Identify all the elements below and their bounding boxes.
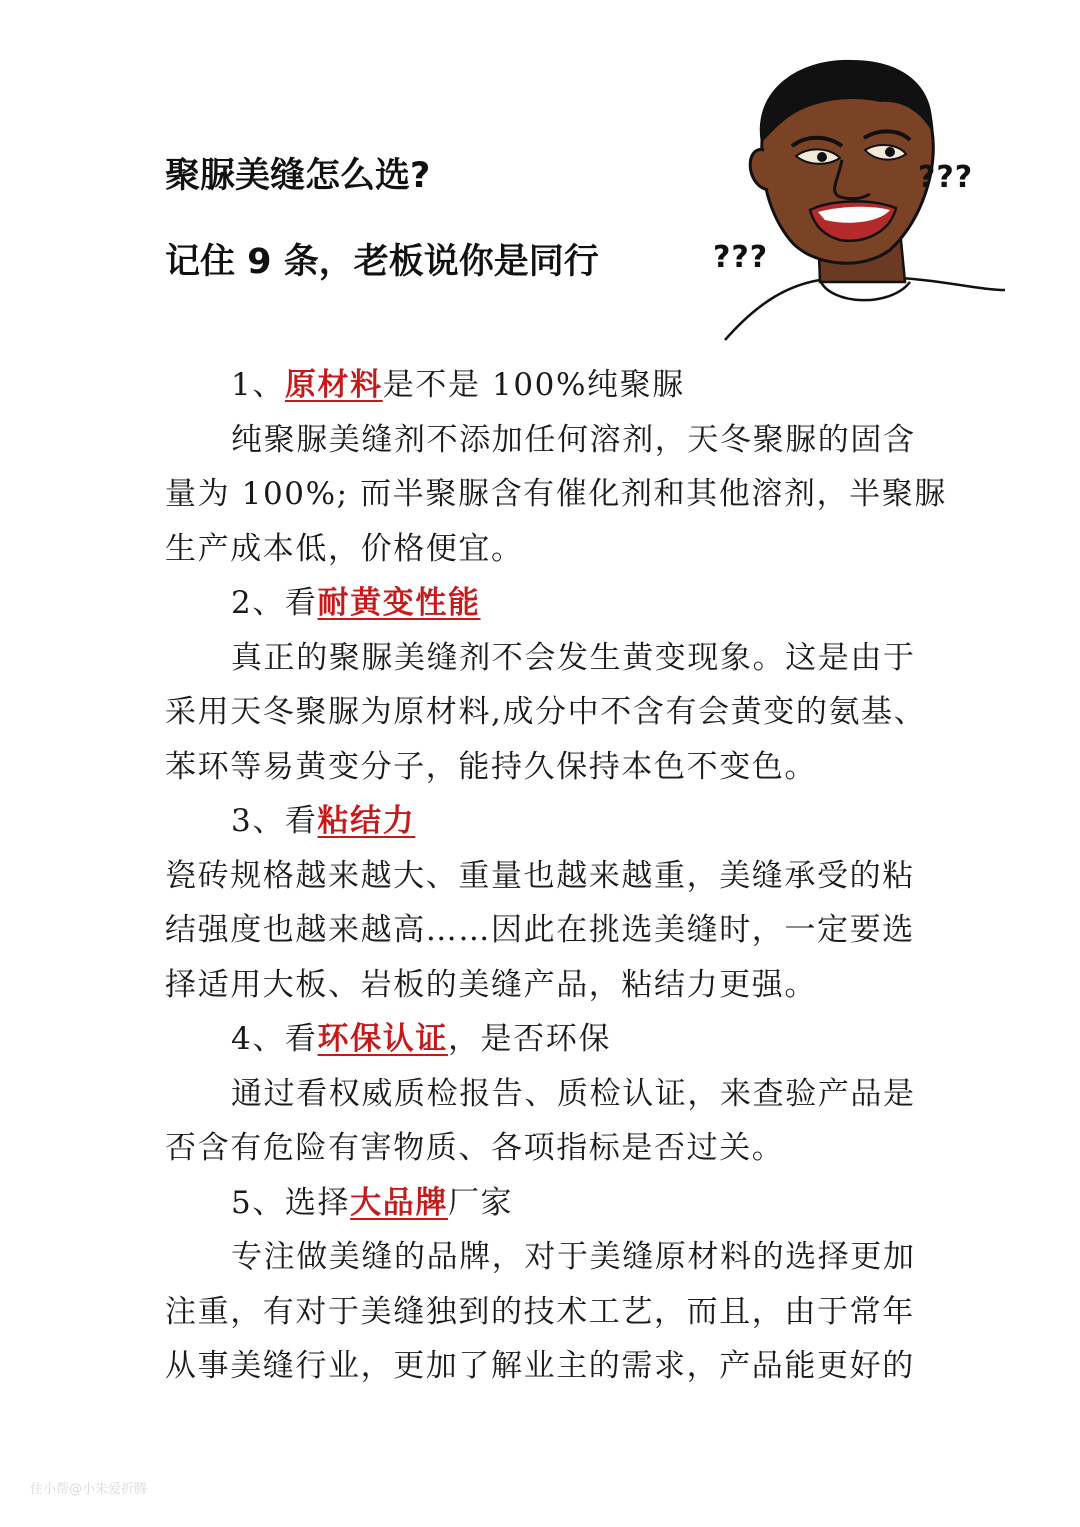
page-title: 聚脲美缝怎么选? <box>165 156 431 196</box>
article-body <box>165 358 947 1394</box>
highlight-keyword: 耐黄变性能 <box>317 585 481 621</box>
paragraph-line: 纯聚脲美缝剂不添加任何溶剂，天冬聚脲的固含 <box>231 421 916 458</box>
paragraph-line: 注重，有对于美缝独到的技术工艺，而且，由于常年 <box>165 1293 915 1330</box>
paragraph-line: 量为 100%; 而半聚脲含有催化剂和其他溶剂，半聚脲 <box>165 476 947 512</box>
paragraph-line: 生产成本低，价格便宜。 <box>165 530 524 567</box>
paragraph-line: 真正的聚脲美缝剂不会发生黄变现象。这是由于 <box>231 639 916 676</box>
section-heading: 4、看环保认证，是否环保 <box>231 1021 611 1057</box>
paragraph-line: 瓷砖规格越来越大、重量也越来越重，美缝承受的粘 <box>165 857 915 894</box>
highlight-keyword: 环保认证 <box>317 1021 448 1057</box>
question-marks-right: ??? <box>918 160 974 195</box>
question-marks-left: ??? <box>713 240 769 275</box>
watermark: 住小帮@小朱爱折腾 <box>30 1482 148 1497</box>
paragraph-line: 否含有危险有害物质、各项指标是否过关。 <box>165 1130 785 1166</box>
section-heading: 1、原材料是不是 100%纯聚脲 <box>231 367 685 403</box>
paragraph-line: 从事美缝行业，更加了解业主的需求，产品能更好的 <box>165 1348 915 1384</box>
section-heading: 3、看粘结力 <box>231 803 416 839</box>
highlight-keyword: 粘结力 <box>317 803 416 839</box>
highlight-keyword: 大品牌 <box>350 1184 448 1221</box>
section-heading: 2、看耐黄变性能 <box>231 585 481 621</box>
confused-man-meme-illustration <box>700 50 1030 350</box>
section-heading: 5、选择大品牌厂家 <box>231 1184 514 1221</box>
paragraph-line: 苯环等易黄变分子，能持久保持本色不变色。 <box>165 748 817 785</box>
paragraph-line: 通过看权威质检报告、质检认证，来查验产品是 <box>231 1075 916 1112</box>
paragraph-line: 专注做美缝的品牌，对于美缝原材料的选择更加 <box>231 1239 916 1275</box>
paragraph-line: 择适用大板、岩板的美缝产品，粘结力更强。 <box>165 966 817 1003</box>
paragraph-line: 采用天冬聚脲为原材料,成分中不含有会黄变的氨基、 <box>165 694 927 730</box>
paragraph-line: 结强度也越来越高……因此在挑选美缝时，一定要选 <box>165 912 915 948</box>
highlight-keyword: 原材料 <box>284 367 383 403</box>
page-subtitle: 记住 9 条，老板说你是同行 <box>165 242 599 282</box>
